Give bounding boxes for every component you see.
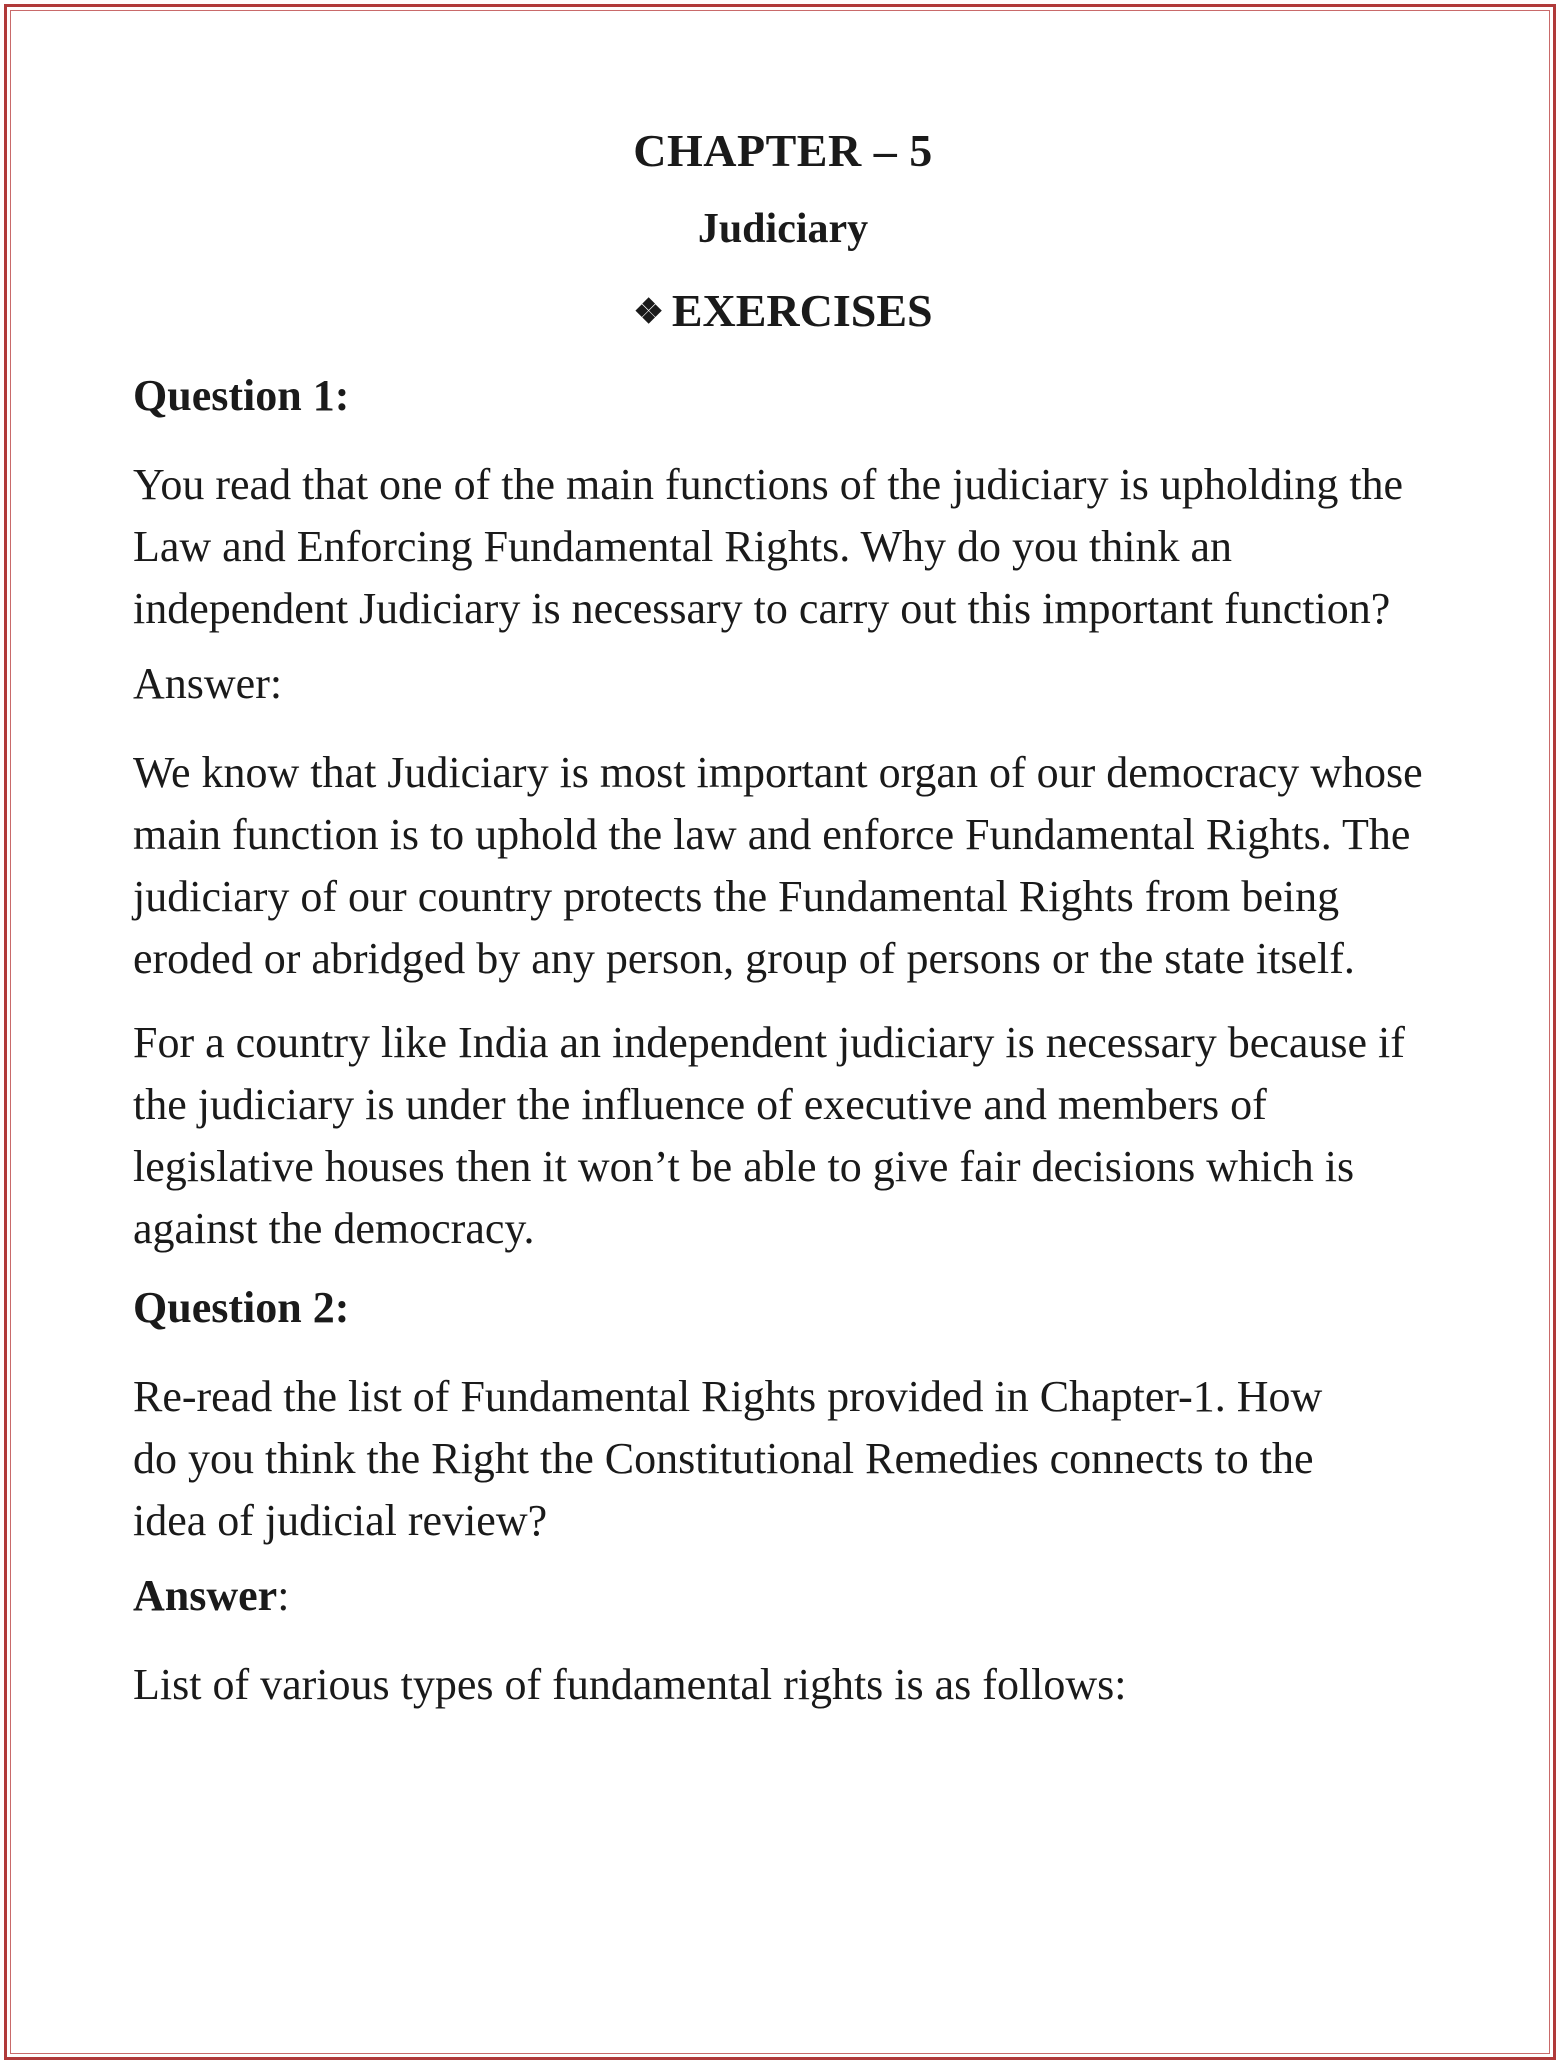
question-2-heading: Question 2: — [133, 1283, 350, 1332]
section-heading-label: EXERCISES — [671, 285, 933, 336]
question-2-text: Re-read the list of Fundamental Rights provided in Chapter-1. How do you think the Right the Constitutional Remedies connects to the idea of judicial review? — [133, 1372, 1323, 1545]
answer-label-bold: Answer — [133, 1571, 278, 1620]
question-1-answer-label: Answer: — [133, 659, 283, 708]
question-2-answer-paragraph-1: List of various types of fundamental rights is as follows: — [133, 1660, 1127, 1709]
page-content — [133, 125, 1433, 1738]
chapter-title: Judiciary — [697, 206, 869, 252]
question-1-heading: Question 1: — [133, 371, 350, 420]
question-1-answer-paragraph-2: For a country like India an independent judiciary is necessary because if the judiciary is under the influence of executive and members of legislative houses then it won’t be able to give fair decisions which is against the democracy. — [133, 1018, 1405, 1253]
answer-label-colon: : — [277, 1571, 290, 1620]
question-2-answer-label — [133, 1571, 1433, 1620]
question-1-text: You read that one of the main functions of the judiciary is upholding the Law and Enforcing Fundamental Rights. Why do you think an independent Judiciary is necessary to carry out this important function? — [133, 460, 1404, 633]
question-1-answer-paragraph-1: We know that Judiciary is most important organ of our democracy whose main function is to uphold the law and enforce Fundamental Rights. The judiciary of our country protects the Fundamental Rights from being eroded or abridged by any person, group of persons or the state itself. — [133, 748, 1423, 983]
chapter-heading: CHAPTER – 5 — [633, 125, 933, 176]
section-heading — [133, 285, 1433, 336]
diamond-bullet-icon: ❖ — [633, 294, 664, 331]
